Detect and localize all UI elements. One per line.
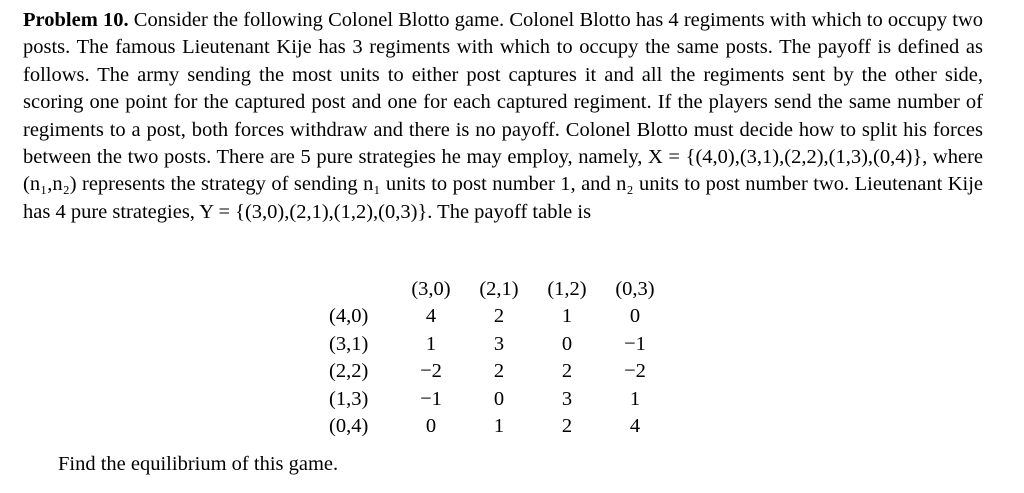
question-prompt: Find the equilibrium of this game. <box>58 453 339 475</box>
column-header: (3,0) <box>411 278 451 300</box>
payoff-cell: 0 <box>629 305 641 328</box>
payoff-cell: 1 <box>629 387 641 410</box>
row-label: (0,4) <box>329 415 369 438</box>
payoff-table-header-row <box>329 276 669 303</box>
payoff-cell: −2 <box>624 360 646 383</box>
table-row <box>329 303 669 330</box>
table-row <box>329 358 669 385</box>
payoff-table <box>329 276 669 440</box>
payoff-cell: 4 <box>629 415 641 438</box>
payoff-cell: 0 <box>561 332 573 355</box>
payoff-cell: 1 <box>561 305 573 328</box>
payoff-cell: 3 <box>561 387 573 410</box>
payoff-cell: 1 <box>425 332 437 355</box>
payoff-cell: 4 <box>425 305 437 328</box>
payoff-cell: −1 <box>624 332 646 355</box>
payoff-cell: 3 <box>493 332 505 355</box>
row-label: (4,0) <box>329 305 369 328</box>
problem-body: Consider the following Colonel Blotto game. Colonel Blotto has 4 regiments with which to occupy two posts. The famous Lieutenant Kije has 3 regiments with which to occupy the same posts. The payoff is defined as follows. The army sending the most units to either post captures it and all the regiments sent by the other side, scoring one point for the captured post and one for each captured regiment. If the players send the same number of regiments to a post, both forces withdraw and there is no payoff. Colonel Blotto must decide how to split his forces between the two posts. There are 5 pure strategies he may employ, namely, X = {(4,0),(3,1),(2,2),(1,3),(0,4)}, where (n₁,n₂) represents the strategy of sending n₁ units to post number 1, and n₂ units to post number two. Lieutenant Kije has 4 pure strategies, Y = {(3,0),(2,1),(1,2),(0,3)}. The payoff table is <box>23 9 983 223</box>
payoff-cell: 0 <box>493 387 505 410</box>
row-label: (3,1) <box>329 332 369 355</box>
payoff-cell: −1 <box>420 387 442 410</box>
payoff-cell: 1 <box>493 415 505 438</box>
column-header: (1,2) <box>547 278 587 300</box>
row-label: (1,3) <box>329 387 369 410</box>
payoff-cell: 2 <box>561 360 573 383</box>
payoff-cell: 2 <box>561 415 573 438</box>
problem-statement <box>23 7 983 226</box>
payoff-cell: 0 <box>425 415 437 438</box>
payoff-table-corner <box>329 276 397 303</box>
column-header: (0,3) <box>615 278 655 300</box>
payoff-cell: 2 <box>493 305 505 328</box>
payoff-cell: −2 <box>420 360 442 383</box>
table-row <box>329 386 669 413</box>
row-label: (2,2) <box>329 360 369 383</box>
column-header: (2,1) <box>479 278 519 300</box>
table-row <box>329 413 669 440</box>
table-row <box>329 331 669 358</box>
payoff-cell: 2 <box>493 360 505 383</box>
problem-heading: Problem 10. <box>23 9 129 31</box>
